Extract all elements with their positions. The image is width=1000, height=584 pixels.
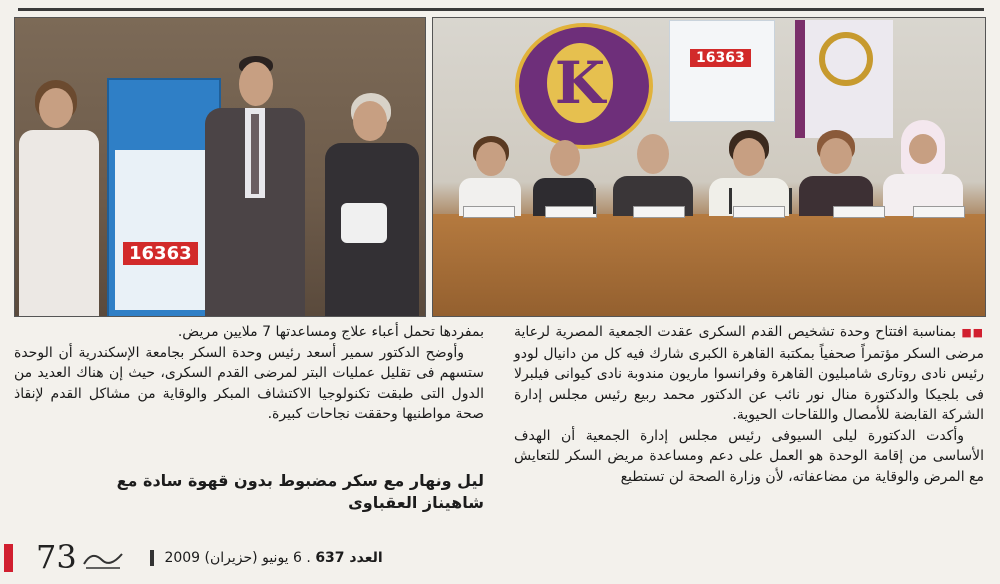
issue-date: 6 يونيو (حزيران) 2009	[164, 550, 302, 566]
photo-right	[432, 17, 986, 317]
article-column-left	[14, 322, 484, 425]
top-rule	[18, 8, 984, 11]
article-paragraph: وأوضح الدكتور سمير أسعد رئيس وحدة السكر بجامعة الإسكندرية أن الوحدة ستسهم فى تقليل عمليات البتر لمرضى القدم السكرى، حيث إن هناك العديد من الدول التى طبقت تكنولوجيا الاكتشاف المبكر والوقاية من مشاكل القدم لإنقاذ صحة مواطنيها وحققت نجاحات كبيرة.	[14, 344, 484, 422]
event-banner	[669, 20, 775, 122]
article-paragraph: ■■ بمناسبة افتتاح وحدة تشخيص القدم السكرى عقدت الجمعية المصرية لرعاية مرضى السكر مؤتمراً صحفياً بمكتبة القاهرة الكبرى شارك فيه كل من دانيال لودو رئيس نادى روتارى شامبليون القاهرة وفرانسوا ماريون مندوبة نادى كيوانى فيلبرلا فى بلجيكا والدكتورة منال نور نائب عن الدكتور محمد ربيع رئيس مجلس إدارة الشركة القابضة للأمصال واللقاحات الحيوية.	[514, 324, 984, 423]
conference-table	[433, 214, 985, 316]
hotline-number-right: 16363	[690, 49, 751, 67]
nameplate	[733, 206, 785, 218]
issue-info: العدد 637 . 6 يونيو (حزيران) 2009	[144, 550, 383, 566]
publication-logo-icon	[80, 546, 126, 572]
panelist-3	[613, 128, 693, 216]
nameplate	[833, 206, 885, 218]
footer-accent-bar	[4, 544, 13, 572]
rotary-emblem	[819, 32, 873, 86]
column-teaser[interactable]	[14, 470, 484, 514]
panelist-5	[799, 130, 873, 216]
panelist-4	[709, 130, 789, 216]
nameplate	[463, 206, 515, 218]
person-woman-left	[19, 80, 99, 316]
panelist-6	[883, 120, 963, 216]
teaser-line-1: ليل ونهار مع سكر مضبوط بدون قهوة سادة مع	[116, 471, 484, 490]
nameplate	[913, 206, 965, 218]
person-man-center	[205, 56, 305, 316]
bullet-icon: ■■	[961, 326, 984, 339]
panelist-1	[459, 136, 521, 216]
panelist-2	[533, 136, 595, 216]
page-footer	[0, 540, 1000, 584]
microphone	[729, 188, 732, 214]
page-number: 73	[36, 538, 77, 576]
teaser-author: شاهيناز العقباوى	[348, 493, 484, 512]
banner-panel	[115, 150, 213, 310]
campaign-banner	[107, 78, 221, 317]
article-column-right	[514, 322, 984, 487]
issue-number: العدد 637	[315, 550, 383, 566]
photo-left	[14, 17, 426, 317]
person-woman-right	[325, 93, 419, 316]
article-paragraph: وأكدت الدكتورة ليلى السيوفى رئيس مجلس إدارة الجمعية أن الهدف الأساسى من إقامة الوحدة هو العمل على دعم ومساعدة مريض السكر للتعايش مع المرض والوقاية من مضاعفاته، لأن وزارة الصحة لن تستطيع	[514, 427, 984, 485]
microphone	[789, 188, 792, 214]
nameplate	[545, 206, 597, 218]
nameplate	[633, 206, 685, 218]
footer-separator	[150, 550, 154, 566]
rotary-banner	[795, 20, 893, 138]
kiwanis-logo: K	[515, 23, 653, 149]
hotline-number: 16363	[123, 242, 198, 265]
article-paragraph: بمفردها تحمل أعباء علاج ومساعدتها 7 ملايين مريض.	[177, 324, 484, 340]
microphone	[593, 188, 596, 214]
